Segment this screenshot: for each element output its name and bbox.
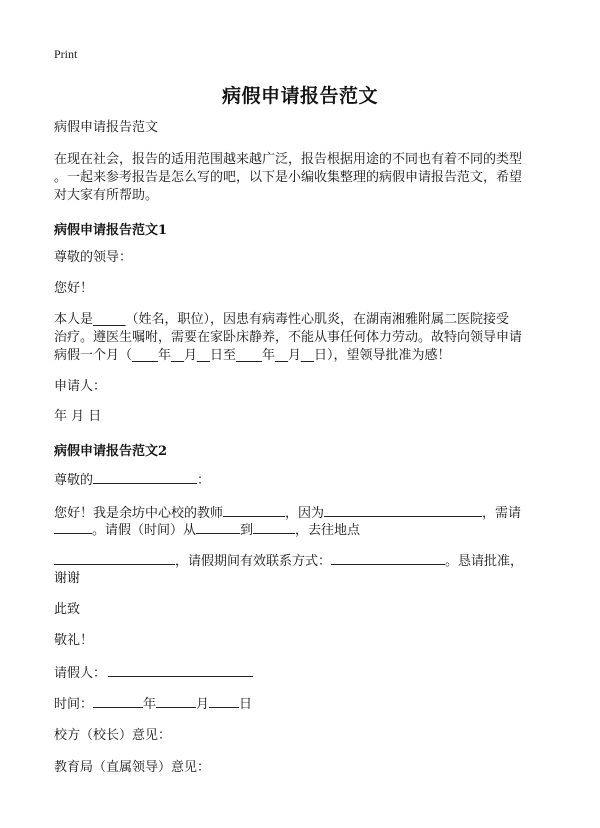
- intro-line-1: 在现在社会，报告的适用范围越来越广泛，报告根据用途的不同也有着不同的类型: [54, 152, 523, 167]
- start-time-blank: [196, 520, 240, 534]
- line3-text-b: 。恳请批准，: [445, 554, 524, 569]
- time-label: 时间：: [54, 697, 94, 712]
- line2-text-a: 。请假（时间）从: [92, 523, 197, 538]
- year-label: 年: [143, 697, 157, 712]
- line1-text-c: ，需请: [482, 506, 522, 521]
- sample2-line-2: [54, 520, 360, 541]
- days-blank: [54, 520, 92, 534]
- sample1-greeting: 您好！: [54, 281, 94, 296]
- recipient-blank: [93, 470, 197, 484]
- salutation-prefix: 尊敬的: [54, 473, 94, 488]
- end-time-blank: [253, 520, 295, 534]
- intro-line-2: 。一起来参考报告是怎么写的吧，以下是小编收集整理的病假申请报告范文，希望: [54, 170, 523, 185]
- intro-line-3: 对大家有所帮助。: [54, 188, 159, 203]
- sample2-school-opinion: 校方（校长）意见：: [54, 728, 172, 743]
- teacher-name-blank: [223, 503, 285, 517]
- sample1-body-line-1: 本人是_____（姓名，职位），因患有病毒性心肌炎，在湖南湘雅附属二医院接受: [54, 312, 510, 327]
- sample2-salutation: [54, 470, 210, 491]
- month-blank: [156, 694, 196, 708]
- print-link[interactable]: Print: [54, 47, 78, 61]
- month-label: 月: [196, 697, 210, 712]
- requester-blank: [108, 663, 253, 677]
- sample2-time: [54, 694, 252, 715]
- sample2-line-4: 谢谢: [54, 571, 81, 586]
- sample1-body-line-3: 病假一个月（____年__月__日至____年__月__日），望领导批准为感！: [54, 348, 451, 363]
- sample2-bureau-opinion: 教育局（直属领导）意见：: [54, 760, 211, 775]
- sample2-heading: 病假申请报告范文2: [54, 444, 168, 459]
- sample2-requester: [54, 663, 253, 684]
- sample2-line-3: [54, 551, 523, 572]
- requester-label: 请假人：: [54, 666, 107, 681]
- sample1-heading: 病假申请报告范文1: [54, 223, 168, 238]
- sample2-closing-1: 此致: [54, 602, 81, 617]
- contact-blank: [331, 551, 445, 565]
- day-label: 日: [239, 697, 253, 712]
- page-title: 病假申请报告范文: [221, 85, 378, 107]
- line1-text-a: 您好！我是余坊中心校的教师: [54, 506, 224, 521]
- sample1-body-line-2: 治疗。遵医生嘱咐，需要在家卧床静养，不能从事任何体力劳动。故特向领导申请: [54, 330, 523, 345]
- line2-text-b: 到: [240, 523, 254, 538]
- sample1-applicant: 申请人：: [54, 379, 107, 394]
- line3-text-a: ，请假期间有效联系方式：: [175, 554, 332, 569]
- document-subtitle: 病假申请报告范文: [54, 120, 159, 135]
- year-blank: [93, 694, 143, 708]
- reason-blank: [324, 503, 482, 517]
- day-blank: [209, 694, 239, 708]
- line1-text-b: ，因为: [285, 506, 325, 521]
- destination-blank: [54, 551, 175, 565]
- sample1-salutation: 尊敬的领导：: [54, 250, 133, 265]
- sample2-closing-2: 敬礼！: [54, 633, 94, 648]
- salutation-suffix: ：: [197, 473, 211, 488]
- line2-text-c: ，去往地点: [295, 523, 361, 538]
- sample1-date: 年 月 日: [54, 409, 102, 424]
